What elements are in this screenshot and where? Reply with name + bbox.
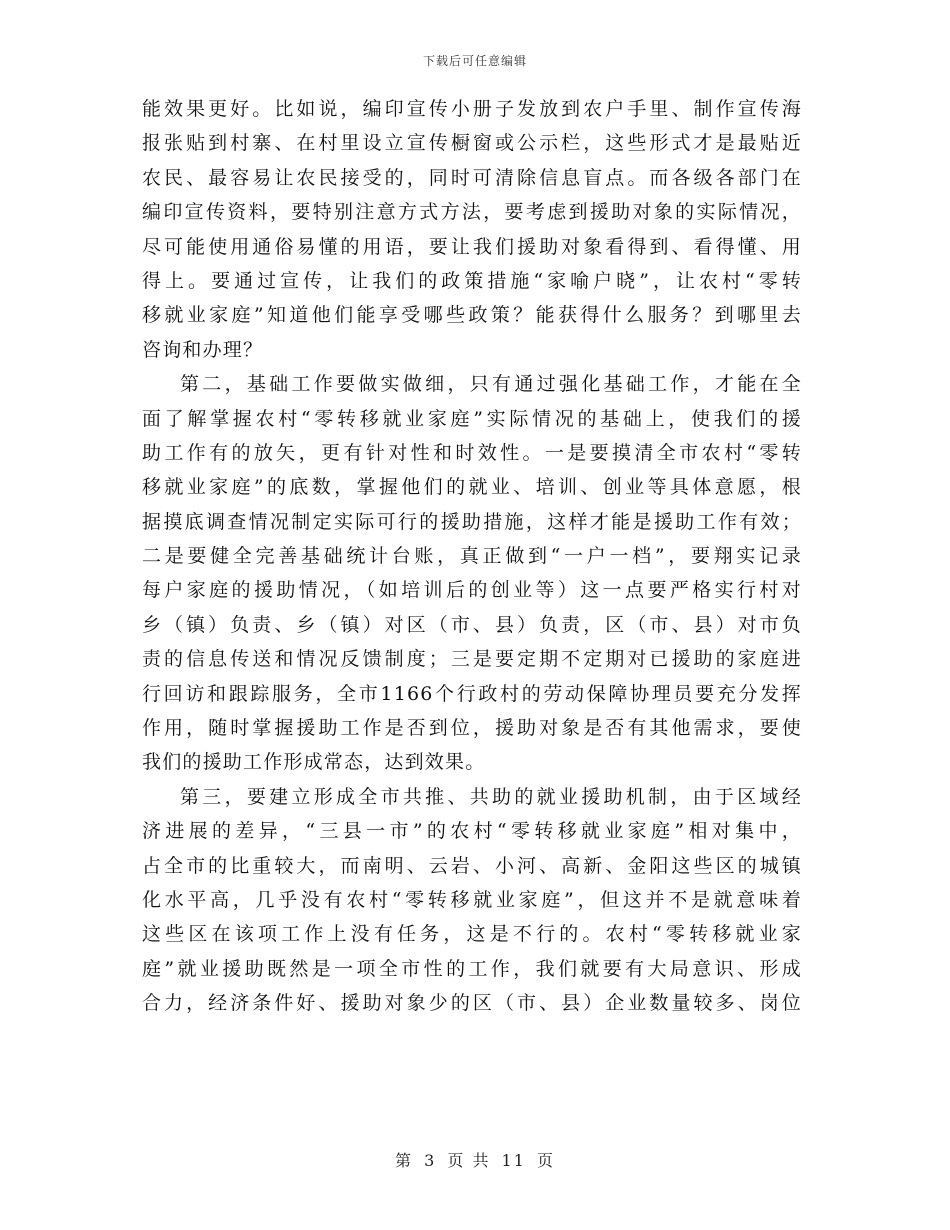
- text-line: 编印宣传资料，要特别注意方式方法，要考虑到援助对象的实际情况，: [142, 201, 802, 224]
- paragraph-3: [142, 780, 802, 1021]
- total-pages-number: 11: [501, 1151, 526, 1170]
- text-line: 农民、最容易让农民接受的，同时可清除信息盲点。而各级各部门在: [142, 166, 802, 189]
- document-body: [142, 92, 802, 1021]
- text-line: 尽可能使用通俗易懂的用语，要让我们援助对象看得到、看得懂、用: [142, 235, 802, 258]
- text-line: 我们的援助工作形成常态，达到效果。: [142, 751, 486, 774]
- footer-suffix: 页: [537, 1151, 556, 1170]
- footer-middle: 页 共: [447, 1151, 491, 1170]
- page-header: 下载后可任意编辑: [422, 54, 527, 68]
- text-line: 报张贴到村寨、在村里设立宣传橱窗或公示栏，这些形式才是最贴近: [142, 132, 802, 155]
- text-line: 第三，要建立形成全市共推、共助的就业援助机制，由于区域经: [180, 785, 802, 808]
- text-line: 责的信息传送和情况反馈制度；三是要定期不定期对已援助的家庭进: [142, 648, 802, 671]
- text-line: 助工作有的放矢，更有针对性和时效性。一是要摸清全市农村“零转: [142, 441, 802, 464]
- page-footer: [0, 1148, 950, 1171]
- text-line: 咨询和办理？: [142, 338, 264, 361]
- text-line: 移就业家庭”知道他们能享受哪些政策？能获得什么服务？到哪里去: [142, 304, 802, 327]
- paragraph-2: [142, 367, 802, 780]
- text-line: 移就业家庭”的底数，掌握他们的就业、培训、创业等具体意愿，根: [142, 476, 802, 499]
- text-line: 作用，随时掌握援助工作是否到位，援助对象是否有其他需求，要使: [142, 717, 802, 740]
- text-line: 合力，经济条件好、援助对象少的区（市、县）企业数量较多、岗位: [142, 992, 802, 1015]
- text-line: 据摸底调查情况制定实际可行的援助措施，这样才能是援助工作有效；: [142, 510, 802, 533]
- text-line: 乡（镇）负责、乡（镇）对区（市、县）负责，区（市、县）对市负: [142, 613, 802, 636]
- text-line: 占全市的比重较大，而南明、云岩、小河、高新、金阳这些区的城镇: [142, 854, 802, 877]
- text-line: 化水平高，几乎没有农村“零转移就业家庭”，但这并不是就意味着: [142, 888, 802, 911]
- text-line: 济进展的差异，“三县一市”的农村“零转移就业家庭”相对集中，: [142, 820, 802, 843]
- text-line: 第二，基础工作要做实做细，只有通过强化基础工作，才能在全: [180, 373, 802, 396]
- text-line: 这些区在该项工作上没有任务，这是不行的。农村“零转移就业家: [142, 923, 802, 946]
- footer-prefix: 第: [394, 1151, 413, 1170]
- text-line: 二是要健全完善基础统计台账，真正做到“一户一档”，要翔实记录: [142, 545, 802, 568]
- paragraph-1: [142, 92, 802, 367]
- text-line: 每户家庭的援助情况，（如培训后的创业等）这一点要严格实行村对: [142, 579, 802, 602]
- text-line: 能效果更好。比如说，编印宣传小册子发放到农户手里、制作宣传海: [142, 98, 802, 120]
- text-line: 得上。要通过宣传，让我们的政策措施“家喻户晓”，让农村“零转: [142, 269, 802, 292]
- text-line: 面了解掌握农村“零转移就业家庭”实际情况的基础上，使我们的援: [142, 407, 802, 430]
- current-page-number: 3: [424, 1151, 437, 1170]
- text-line: 庭”就业援助既然是一项全市性的工作，我们就要有大局意识、形成: [142, 957, 802, 980]
- text-line: 行回访和跟踪服务，全市1166个行政村的劳动保障协理员要充分发挥: [142, 682, 802, 705]
